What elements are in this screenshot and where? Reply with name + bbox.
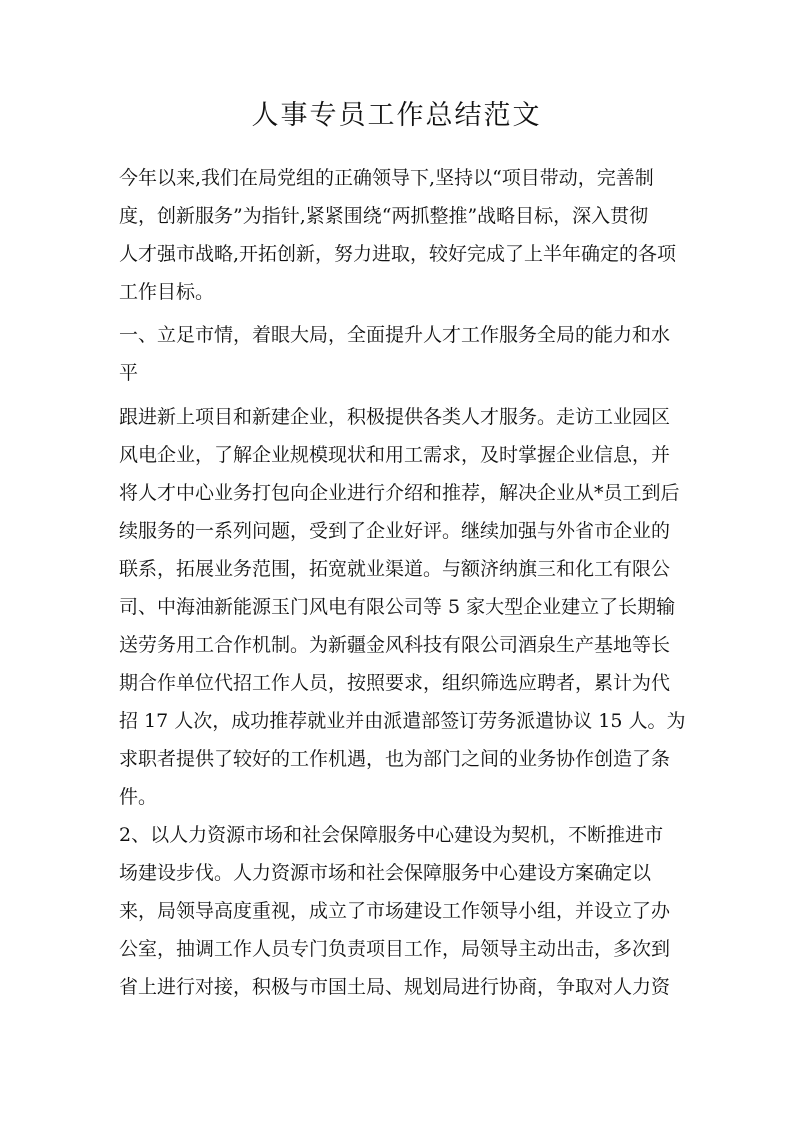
document-title: 人事专员工作总结范文 <box>251 100 542 131</box>
text-line: 期合作单位代招工作人员，按照要求，组织筛选应聘者，累计为代 <box>119 672 671 694</box>
text-line: 联系，拓展业务范围，拓宽就业渠道。与额济纳旗三和化工有限公 <box>119 558 671 580</box>
text-line: 风电企业，了解企业规模现状和用工需求，及时掌握企业信息，并 <box>119 444 671 466</box>
text-line: 人才强市战略,开拓创新，努力进取，较好完成了上半年确定的各项 <box>119 243 677 265</box>
section-1-heading <box>119 316 675 392</box>
text-line: 来，局领导高度重视，成立了市场建设工作领导小组，并设立了办 <box>119 900 671 922</box>
text-line: 度，创新服务”为指针,紧紧围绕“两抓整推”战略目标，深入贯彻 <box>119 205 649 227</box>
text-line: 场建设步伐。人力资源市场和社会保障服务中心建设方案确定以 <box>119 862 652 884</box>
text-line: 件。 <box>119 786 158 808</box>
text-line: 招 17 人次，成功推荐就业并由派遣部签订劳务派遣协议 15 人。为 <box>119 710 686 732</box>
paragraph-intro <box>119 159 675 311</box>
section-1-body <box>119 398 686 816</box>
text-line: 送劳务用工合作机制。为新疆金风科技有限公司酒泉生产基地等长 <box>119 634 671 656</box>
text-line: 求职者提供了较好的工作机遇，也为部门之间的业务协作创造了条 <box>119 748 671 770</box>
text-line: 2、以人力资源市场和社会保障服务中心建设为契机，不断推进市 <box>119 824 664 846</box>
text-line: 平 <box>119 362 139 384</box>
text-line: 跟进新上项目和新建企业，积极提供各类人才服务。走访工业园区 <box>119 406 671 428</box>
text-line: 司、中海油新能源玉门风电有限公司等 5 家大型企业建立了长期输 <box>119 596 676 618</box>
section-2 <box>119 816 675 1006</box>
text-line: 公室，抽调工作人员专门负责项目工作，局领导主动出击，多次到 <box>119 938 671 960</box>
text-line: 省上进行对接，积极与市国土局、规划局进行协商，争取对人力资 <box>119 976 671 998</box>
text-line: 今年以来,我们在局党组的正确领导下,坚持以“项目带动，完善制 <box>119 167 654 189</box>
text-line: 一、立足市情，着眼大局，全面提升人才工作服务全局的能力和水 <box>119 324 671 346</box>
text-line: 将人才中心业务打包向企业进行介绍和推荐，解决企业从*员工到后 <box>119 482 680 504</box>
text-line: 续服务的一系列问题，受到了企业好评。继续加强与外省市企业的 <box>119 520 671 542</box>
text-line: 工作目标。 <box>119 281 215 303</box>
